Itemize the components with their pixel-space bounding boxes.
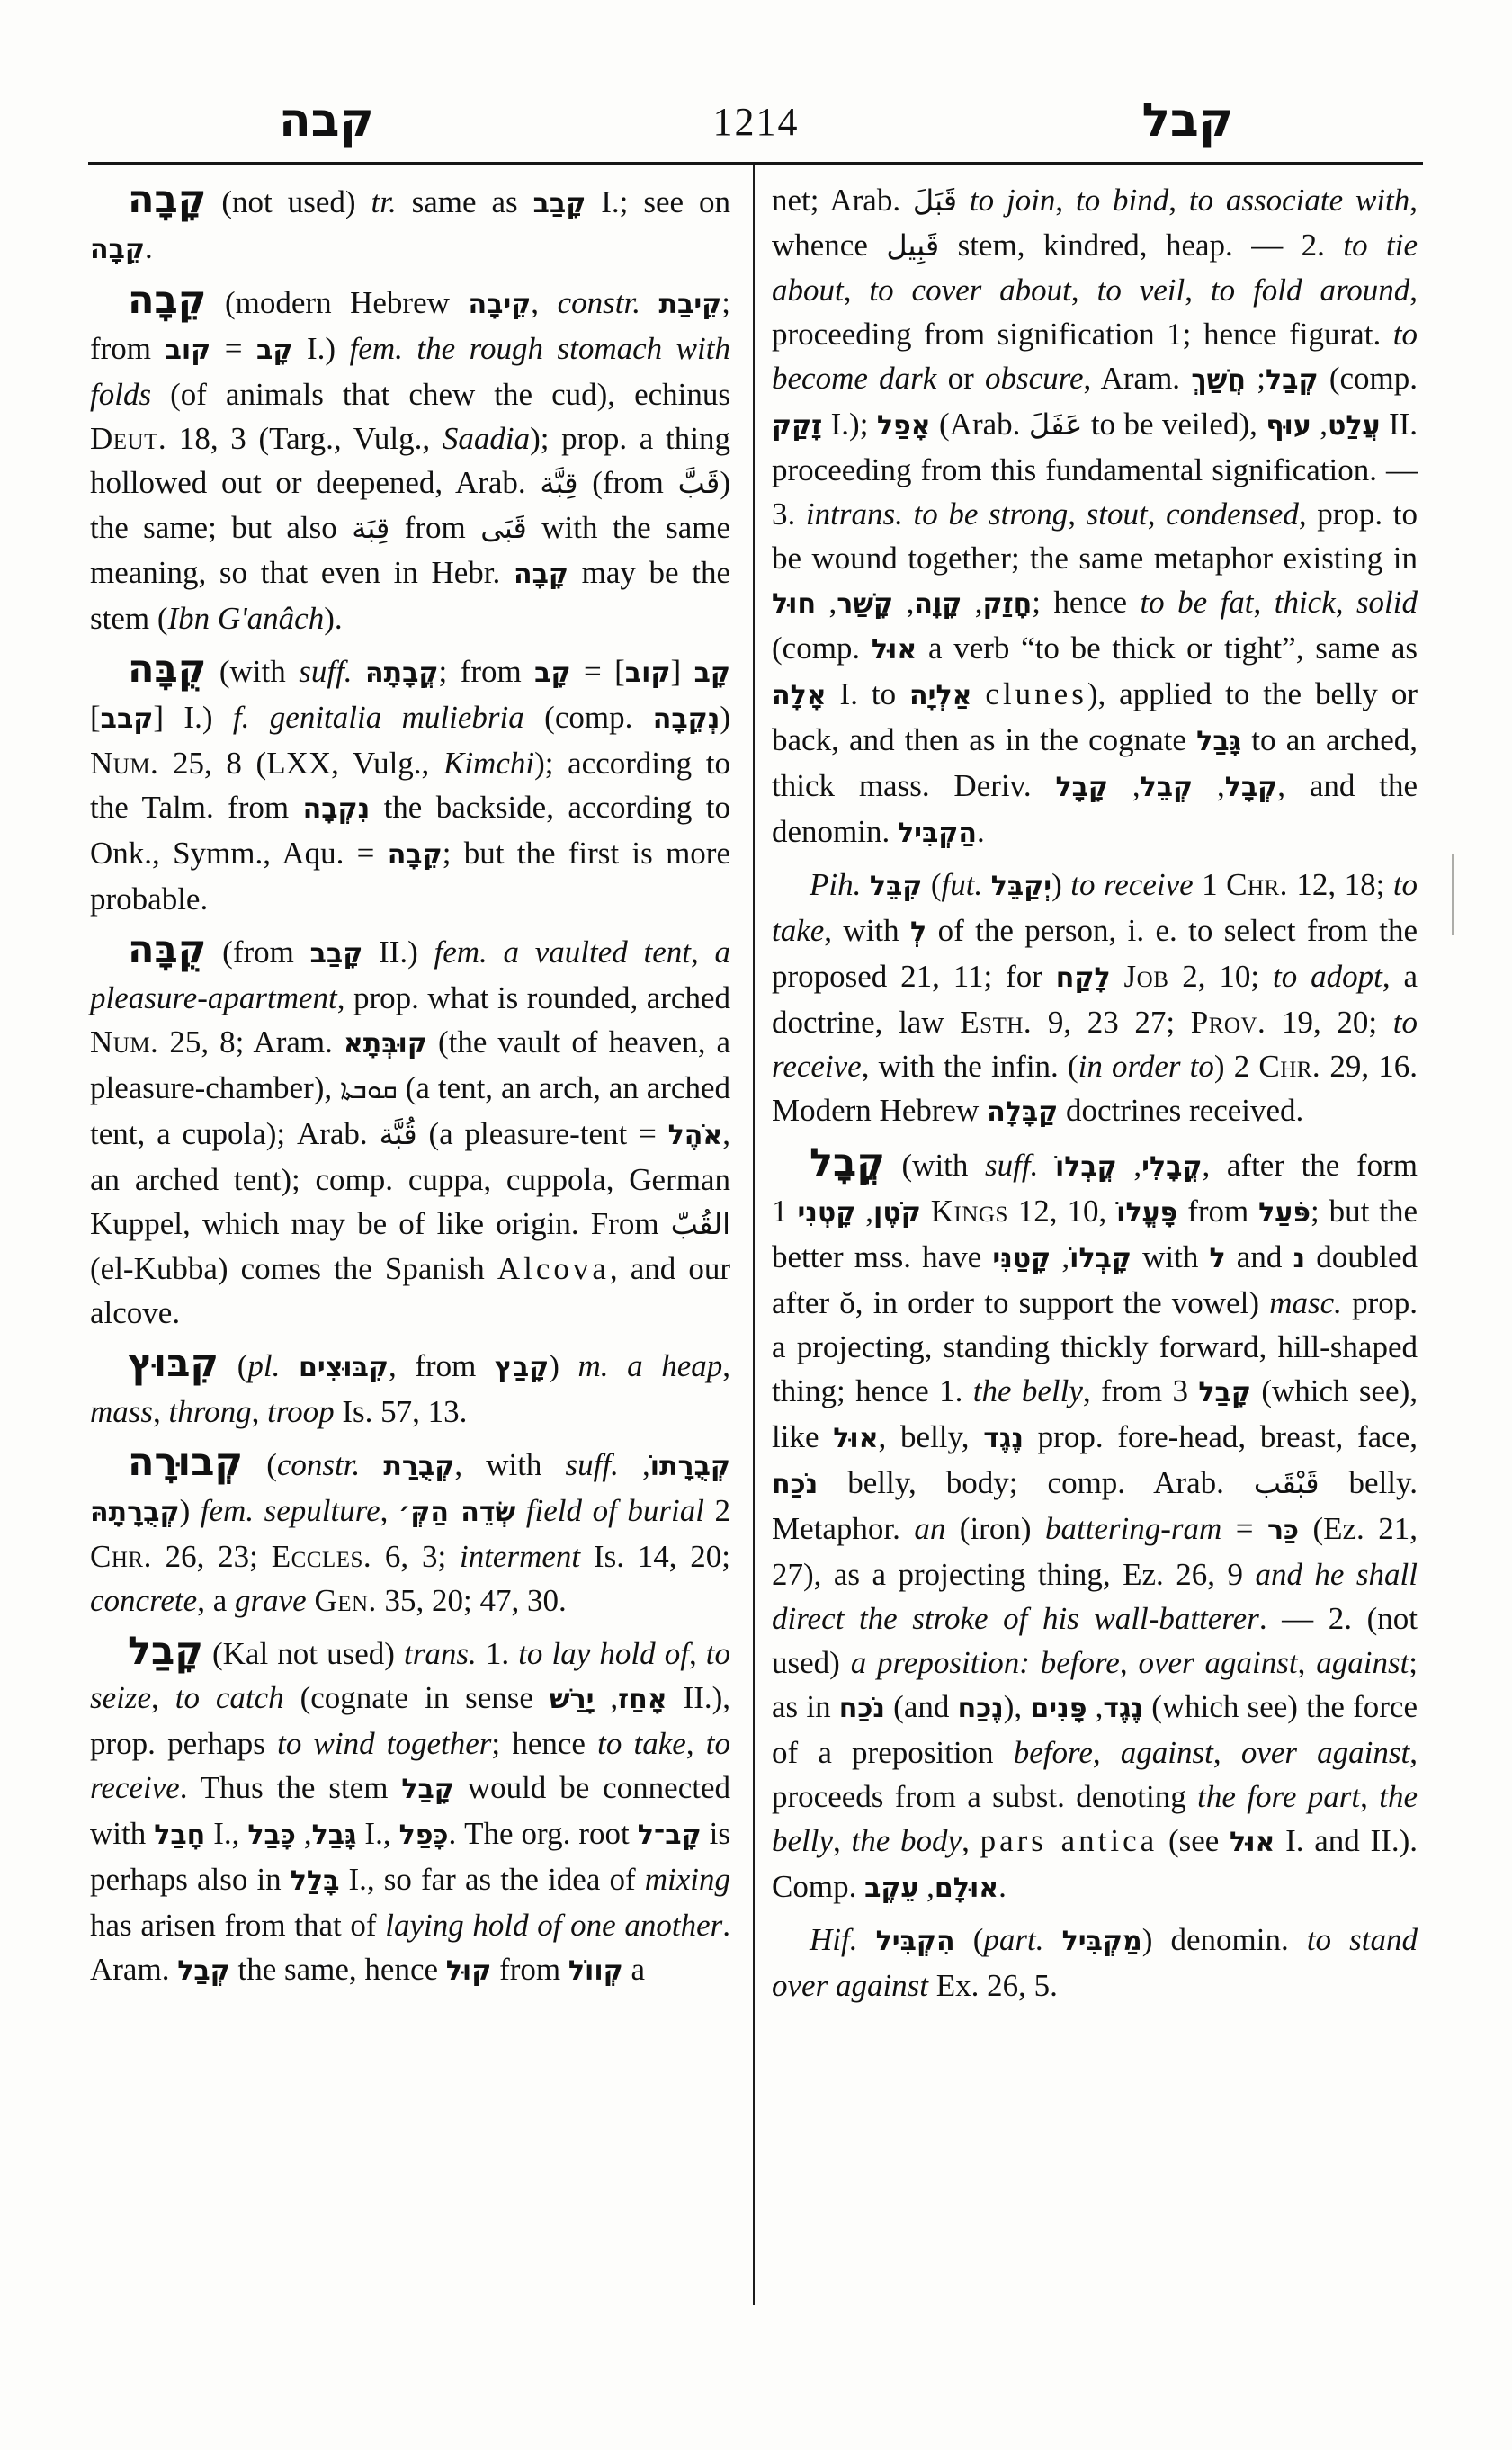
- page-header: [0, 86, 1512, 158]
- header-keyword-right: קבל: [1141, 94, 1233, 148]
- entry-qeburah: קְבוּרָה (constr. קְבֻרַת, with suff. קְבֻרָתוֹ, קְבֻרָתָהּ) fem. sepulture, שְׂדֵה הַקְּ׳ field of burial 2 Chr. 26, 23; Eccles. 6, 3; interment Is. 14, 20; concrete, a grave Gen. 35, 20; 47, 30.: [90, 1440, 731, 1618]
- page-number: 1214: [712, 100, 800, 144]
- entry-qubbah-2: קֻבָּה (from קָבַב II.) fem. a vaulted tent, a pleasure-apartment, prop. what is rounded, arched Num. 25, 8; Aram. קוּבְּתָא (the vault of heaven, a pleasure-chamber), ܩܘܒܬܐ (a tent, an arch, an arched tent, a cupola); Arab. قُبَّة (a pleasure-tent = אֹהֶל, an arched tent); comp. cuppa, cuppola, German Kuppel, which may be of like origin. From القُبّ (el-Kubba) comes the Spanish Alcova, and our alcove.: [90, 927, 731, 1330]
- header-rule: [88, 162, 1423, 165]
- entry-qabal-pih: Pih. קִבֵּל (fut. יְקַבֵּל) to receive 1 Chr. 12, 18; to take, with לְ of the person, i. e. to select from the proposed 21, 11; for לָקַח Job 2, 10; to adopt, a doctrine, law Esth. 9, 23 27; Prov. 19, 20; to receive, with the infin. (in order to) 2 Chr. 29, 16. Modern Hebrew קַבָּלָה doctrines received.: [772, 867, 1418, 1128]
- entry-qabal-hif: Hif. הִקְבִּיל (part. מַקְבִּיל) denomin. to stand over against Ex. 26, 5.: [772, 1922, 1418, 2003]
- entry-qabah: קָבָה (not used) tr. same as קָבַב I.; see on קֵבָה.: [90, 177, 730, 265]
- header-keyword-left: קבה: [279, 94, 374, 148]
- entry-qabal-continuation: net; Arab. قَبَلَ to join, to bind, to associate with, whence قَبِيل stem, kindred, heap. — 2. to tie about, to cover about, to veil, to fold around, proceeding from signification 1; hence figurat. to become dark or obscure, Aram. קְבַל; חֲשַׁךְ (comp. זָקַק I.); אָפַל (Arab. عَفَلَ to be veiled), עֲלַט, עוּף II. proceeding from this fundamental signification. — 3. intrans. to be strong, stout, condensed, prop. to be wound together; the same metaphor existing in חָזַק, קָוָה, קָשַׁר, חוּל ; hence to be fat, thick, solid (comp. אוּל a verb “to be thick or tight”, same as אָלָה I. to אַלְיָה clunes), applied to the belly or back, and then as in the cognate גָּבַל to an arched, thick mass. Deriv. קְבָל, קְבֵל, קָבָל , and the denomin. הַקְבִּיל.: [772, 183, 1418, 849]
- entry-qebah: קֵבָה (modern Hebrew קֵיבָה, constr. קֵיבַת; from קָב = קוב I.) fem. the rough stomach with folds (of animals that chew the cud), echinus Deut. 18, 3 (Targ., Vulg., Saadia); prop. a thing hollowed out or deepened, Arab. قِبَّة (from قَبَّ) the same; but also قِبَة from قَبَى with the same meaning, so that even in Hebr. קָבָה may be the stem (Ibn G'anâch).: [90, 278, 731, 636]
- scan-artifact: [1452, 854, 1454, 935]
- entry-qobel-noun: קֳבָל (with suff. קֳבָלִי, קֳבְלוֹ , after the form קֹטֶן, קָטְנִי 1 Kings 12, 10, פָּעֳלוֹ from פֹּעַל; but the better mss. have קָבְלוֹ, קָטַנִּי with ל and נ doubled after ŏ, in order to support the vowel) masc. prop. a projecting, standing thickly forward, hill-shaped thing; hence 1. the belly, from קָבַל 3 (which see), like אוּל, belly, נֶגֶד prop. fore-head, breast, face, נֹכַח belly, body; comp. Arab. قَبْقَب belly. Metaphor. an (iron) battering-ram = כַּר (Ez. 21, 27), as a projecting thing, Ez. 26, 9 and he shall direct the stroke of his wall-batterer. — 2. (not used) a preposition: before, over against, against; as in נֹכַח (and נֶכַח), נֶגֶד, פָּנִים (which see) the force of a preposition before, against, over against, proceeds from a subst. denoting the fore part, the belly, the body, pars antica (see אוּל I. and II.). Comp. אוּלָם, עֵקֶב .: [772, 1140, 1418, 1904]
- right-column: [772, 178, 1418, 2015]
- left-column: [90, 178, 730, 2000]
- entry-qabal-verb: קָבַל (Kal not used) trans. 1. to lay hold of, to seize, to catch (cognate in sense אָחַז, יָרַשׁ II.), prop. perhaps to wind together; hence to take, to receive. Thus the stem קָבַל would be connected with חָבַל I., גָּבַל, כָּבַל I., כָּפַל. The org. root קָב־ל is perhaps also in בָּלַל I., so far as the idea of mixing has arisen from that of laying hold of one another. Aram. קְבַל the same, hence קוּל from קְווֹל a: [90, 1629, 731, 1987]
- entry-qubbah-1: קֻבָּה (with suff. קֳבָתָהּ; from קָב [קוב] = קָב [קבב] I.) f. genitalia muliebria (comp. נְקֵבָה) Num. 25, 8 (LXX, Vulg., Kimchi); according to the Talm. from נִקְבָה the backside, according to Onk., Symm., Aqu. = קֵבָה; but the first is more probable.: [90, 647, 731, 917]
- column-divider: [753, 165, 755, 2305]
- entry-qibbuts: קִבּוּץ (pl. קִבּוּצִים, from קָבַץ) m. a heap, mass, throng, troop Is. 57, 13.: [90, 1341, 731, 1429]
